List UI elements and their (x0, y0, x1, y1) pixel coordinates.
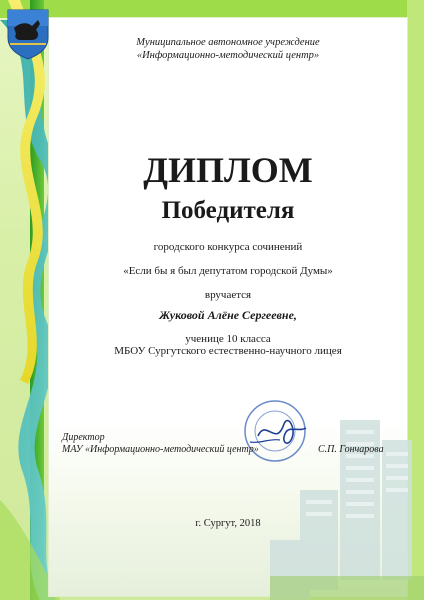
place-and-year: г. Сургут, 2018 (195, 518, 261, 529)
surgut-coat-of-arms-icon (6, 8, 50, 60)
awarded-text: вручается (204, 289, 252, 301)
signer-name: С.П. Гончарова (318, 444, 384, 455)
diploma-title: ДИПЛОМ (143, 150, 313, 190)
contest-text: городского конкурса сочинений (153, 241, 303, 253)
diploma-subtitle: Победителя (161, 197, 295, 224)
grade-text: ученице 10 класса (185, 333, 271, 345)
contest-theme: «Если бы я был депутатом городской Думы» (123, 265, 333, 277)
issuer-line-2: «Информационно-методический центр» (136, 50, 320, 61)
signer-role: Директор (62, 432, 105, 443)
issuer-line-1: Муниципальное автономное учреждение (136, 37, 320, 48)
recipient-name: Жуковой Алёне Сергеевне, (159, 308, 297, 322)
issuer-header (49, 36, 407, 62)
school-name: МБОУ Сургутского естественно-научного лицея (114, 345, 342, 357)
signer-organization: МАУ «Информационно-методический центр» (62, 444, 259, 455)
